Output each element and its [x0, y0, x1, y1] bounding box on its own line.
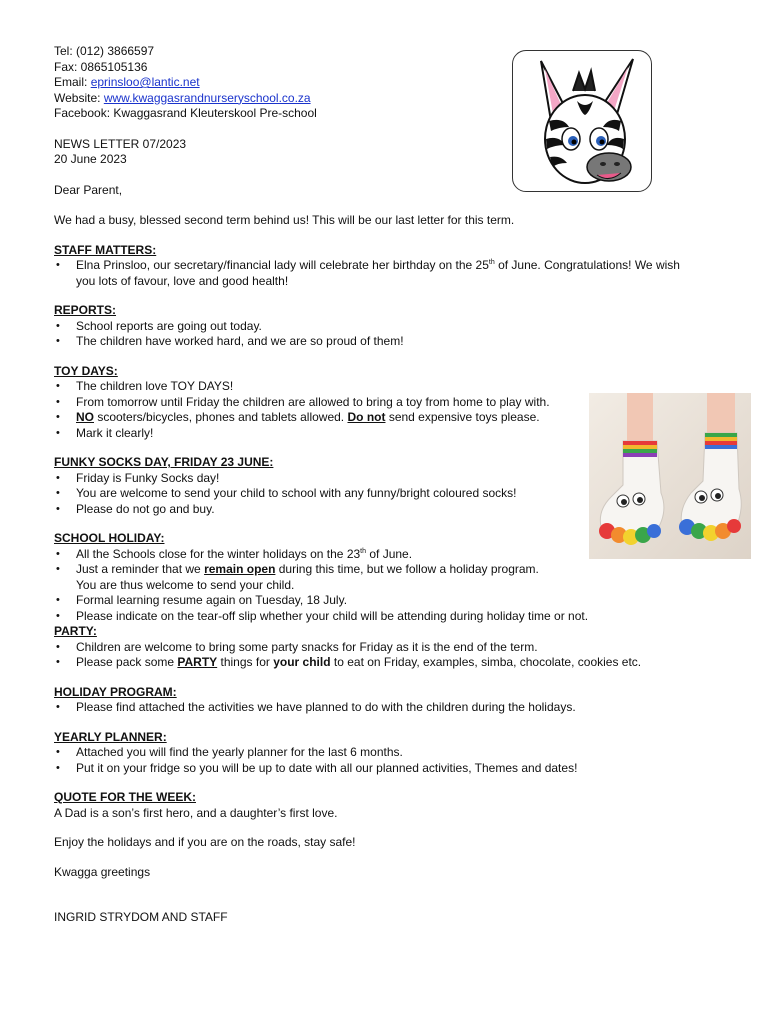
- contact-email-line: [54, 75, 734, 91]
- yearly-planner-heading: YEARLY PLANNER:: [54, 729, 167, 744]
- list-item: • The children love TOY DAYS!: [54, 379, 734, 395]
- quote-heading: QUOTE FOR THE WEEK:: [54, 790, 196, 804]
- school-holiday-heading: SCHOOL HOLIDAY:: [54, 531, 165, 545]
- website-link[interactable]: www.kwaggasrandnurseryschool.co.za: [103, 90, 311, 105]
- contact-website-line: [54, 91, 734, 107]
- contact-facebook: Facebook: Kwaggasrand Kleuterskool Pre-school: [54, 106, 317, 120]
- party-list: [54, 640, 734, 671]
- list-item: • Attached you will find the yearly planner for the last 6 months.: [54, 745, 734, 761]
- list-item: • From tomorrow until Friday the children are allowed to bring a toy from home to play with.: [54, 395, 734, 411]
- email-label: Email:: [54, 75, 91, 89]
- holiday-program-list: [54, 700, 734, 716]
- website-label: Website:: [54, 90, 104, 105]
- list-item: • Friday is Funky Socks day!: [54, 471, 734, 487]
- list-item: • School reports are going out today.: [54, 319, 734, 335]
- funky-socks-list: [54, 471, 734, 518]
- contact-tel: Tel: (012) 3866597: [54, 44, 155, 58]
- funky-socks-heading: FUNKY SOCKS DAY, FRIDAY 23 JUNE:: [54, 455, 274, 469]
- list-item: • The children have worked hard, and we are so proud of them!: [54, 334, 734, 350]
- list-item: • Formal learning resume again on Tuesday, 18 July.: [54, 593, 734, 609]
- party-heading: PARTY:: [54, 624, 97, 638]
- staff-list: [54, 258, 734, 289]
- list-item: • All the Schools close for the winter holidays on the 23th of June.: [54, 547, 734, 563]
- toy-days-list: [54, 379, 734, 441]
- holiday-program-heading: HOLIDAY PROGRAM:: [54, 684, 177, 699]
- list-item: • Please find attached the activities we have planned to do with the children during the holidays.: [54, 700, 734, 716]
- closing-line: Enjoy the holidays and if you are on the roads, stay safe!: [54, 835, 356, 849]
- school-holiday-list: [54, 547, 734, 625]
- list-item: • You are welcome to send your child to school with any funny/bright coloured socks!: [54, 486, 734, 502]
- newsletter-body: [54, 44, 734, 926]
- quote-text: A Dad is a son’s first hero, and a daughter’s first love.: [54, 805, 338, 820]
- intro-text: We had a busy, blessed second term behind us! This will be our last letter for this term.: [54, 213, 515, 227]
- toy-days-heading: TOY DAYS:: [54, 363, 118, 378]
- staff-heading: STAFF MATTERS:: [54, 242, 157, 257]
- newsletter-date: 20 June 2023: [54, 152, 127, 166]
- yearly-planner-list: [54, 745, 734, 776]
- list-item: • NO scooters/bicycles, phones and tablets allowed. Do not send expensive toys please.: [54, 410, 734, 426]
- kwagga-greetings: Kwagga greetings: [54, 864, 151, 879]
- signature: INGRID STRYDOM AND STAFF: [54, 910, 228, 924]
- list-item: • Children are welcome to bring some party snacks for Friday as it is the end of the term.: [54, 640, 734, 656]
- list-item: • Just a reminder that we remain open during this time, but we follow a holiday program. You are thus welcome to send your child.: [54, 562, 734, 593]
- greeting: Dear Parent,: [54, 182, 123, 197]
- list-item: • Elna Prinsloo, our secretary/financial lady will celebrate her birthday on the 25th of June. Congratulations! We wish you lots of favour, love and good health!: [54, 258, 734, 289]
- list-item: • Please do not go and buy.: [54, 502, 734, 518]
- list-item: • Please indicate on the tear-off slip whether your child will be attending during holiday time or not.: [54, 609, 734, 625]
- list-item: • Put it on your fridge so you will be up to date with all our planned activities, Themes and dates!: [54, 761, 734, 777]
- reports-heading: REPORTS:: [54, 303, 117, 317]
- list-item: • Mark it clearly!: [54, 426, 734, 442]
- email-link[interactable]: eprinsloo@lantic.net: [90, 75, 200, 89]
- newsletter-title: NEWS LETTER 07/2023: [54, 136, 187, 151]
- reports-list: [54, 319, 734, 350]
- list-item: • Please pack some PARTY things for your child to eat on Friday, examples, simba, chocolate, cookies etc.: [54, 655, 734, 671]
- contact-fax: Fax: 0865105136: [54, 59, 148, 74]
